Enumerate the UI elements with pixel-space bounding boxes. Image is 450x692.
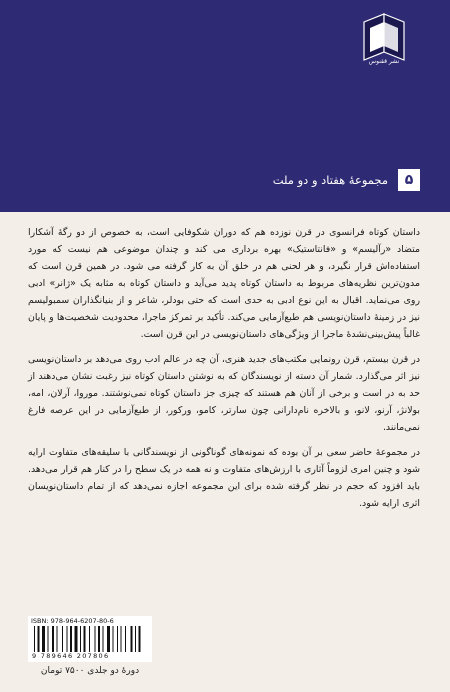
blurb-paragraph-1: داستان کوتاه فرانسوی در قرن نوزده هم که دوران شکوفایی است، به خصوص از دو رگهٔ آشکارا متضاد «رآلیسم» و «فانتاستیک» بهره برداری می کند و چندان موضوعی هم نیست که مورد استفاده‌اش قرار نگیرد، و هر لحنی هم در خلق آن به کار گرفته می شود. در همین قرن است که مدون‌ترین نظریه‌های مربوط به داستان کوتاه پدید می‌آید و داستان کوتاه به مثابه یک «ژانر» ادبی روی می‌نماید. اقبال به این نوع ادبی به حدی است که حتی بودلر، شاعر و از بنیانگذاران سمبولیسم نیز در زمینهٔ داستان‌نویسی هم طبع‌آزمایی می‌کند. تأکید بر تمرکز ماجرا، محدودیت شخصیت‌ها و پایان غالباً پیش‌بینی‌نشدهٔ ماجرا از ویژگی‌های داستان‌نویسی در این قرن است. [28, 227, 420, 340]
series-title: مجموعهٔ هفتاد و دو ملت [272, 173, 388, 187]
isbn-label: ISBN: 978-964-6207-80-6 [31, 617, 114, 625]
barcode-digits: 9 789646 207806 [32, 652, 110, 660]
barcode-bars [32, 626, 148, 652]
price-label: دورهٔ دو جلدی ۷۵۰۰ تومان [40, 666, 140, 676]
publisher-book-logo-icon [360, 12, 408, 64]
isbn-barcode-box [28, 616, 152, 662]
series-number-badge: ۵ [398, 169, 420, 191]
blurb-paragraph-2: در قرن بیستم، قرن رونمایی مکتب‌های جدید هنری، آن چه در عالم ادب روی می‌دهد بر داستان‌نویسی نیز اثر می‌گذارد. شمار آن دسته از نویسندگان که به نوشتن داستان کوتاه نیز رغبت نشان می‌دهند از حد به در است و برخی از آنان هم هستند که چیزی جز داستان کوتاه نمی‌نوشتند. موروا، آرلان، امه، بولانژ، آرنو، لانو، و بالاخره نام‌دارانی چون سارتر، کامو، ورکور، از طبع‌آزمایی در این عرصه فارغ نمی‌مانند. [28, 354, 420, 433]
cover-top-band [0, 0, 450, 212]
publisher-caption: نشر ققنوس [368, 58, 400, 65]
back-cover-blurb [28, 224, 420, 520]
series-row [170, 168, 420, 192]
blurb-paragraph-3: در مجموعهٔ حاضر سعی بر آن بوده که نمونه‌های گوناگونی از نویسندگانی با سلیقه‌های متفاوت ارایه شود و چنین امری لزوماً آثاری با ارزش‌های متفاوت و نه همه در یک سطح را در کنار هم قرار می‌دهد. باید افزود که حجم در نظر گرفته شده برای این مجموعه اجازه نمی‌دهد که از تمام داستان‌نویسان اثری ارایه شود. [28, 447, 420, 509]
